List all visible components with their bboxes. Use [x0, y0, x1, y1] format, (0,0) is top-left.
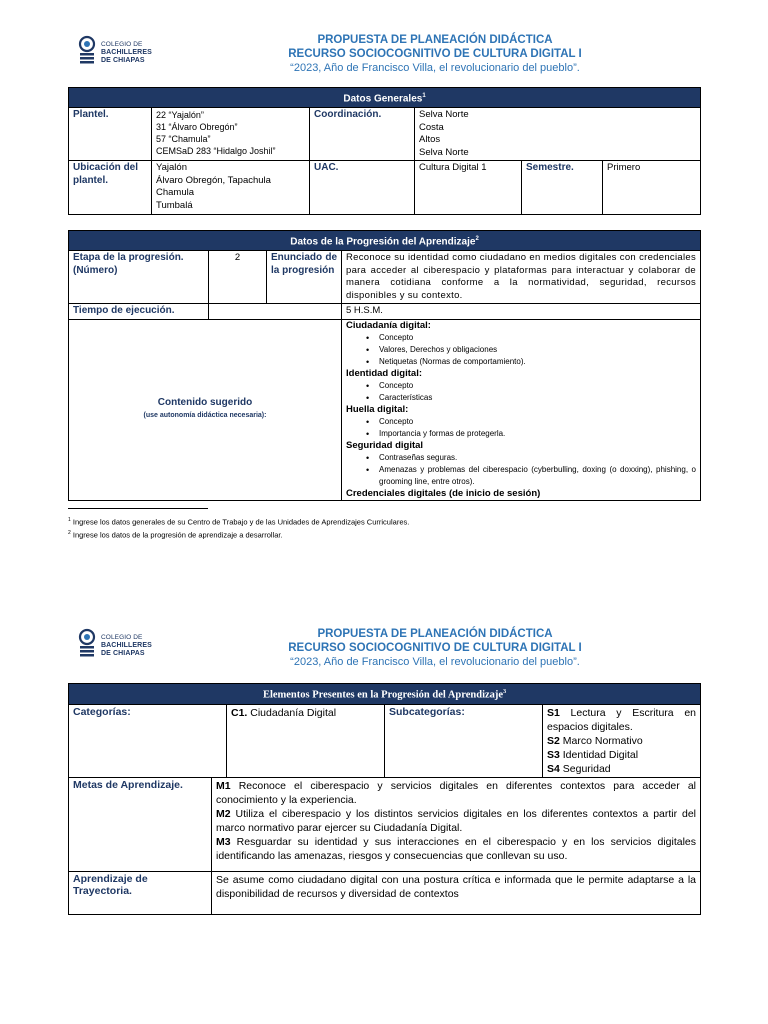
section-title: Seguridad digital — [346, 439, 424, 451]
semestre-label: Semestre. — [522, 161, 603, 215]
uac-label: UAC. — [310, 161, 415, 215]
metas-label: Metas de Aprendizaje. — [69, 777, 212, 871]
credenciales-title: Credenciales digitales (de inicio de sesión) — [346, 487, 541, 499]
document-header — [200, 627, 670, 669]
header-title-1: PROPUESTA DE PLANEACIÓN DIDÁCTICA — [317, 628, 553, 640]
enunciado-label: Enunciado de la progresión — [267, 251, 342, 304]
list-item: • Concepto — [366, 416, 696, 428]
subcategoria-item: S2 Marco Normativo — [547, 734, 643, 747]
contenido-list — [342, 319, 701, 500]
section-title: Huella digital: — [346, 403, 409, 415]
header-subtitle: “2023, Año de Francisco Villa, el revolucionario del pueblo”. — [290, 656, 580, 668]
elementos-title: Elementos Presentes en la Progresión del Aprendizaje$^3$ — [69, 684, 701, 705]
list-item: • Características — [366, 392, 696, 404]
footnote-1: $^1$ Ingrese los datos generales de su Centro de Trabajo y de las Unidades de Aprendizajes Curriculares. — [68, 517, 410, 527]
plantel-values: 22 “Yajalón” 31 “Álvaro Obregón” 57 “Chamula” CEMSaD 283 “Hidalgo Joshil” — [152, 108, 310, 161]
meta-item: M3 Resguardar su identidad y sus interacciones en el ciberespacio y en los servicios digitales identificando las amenazas, riesgos y consecuencias que conllevan su uso. — [216, 835, 697, 862]
contenido-label-cell — [69, 319, 342, 500]
section-title: Ciudadanía digital: — [346, 319, 431, 331]
cobach-logo-icon — [76, 627, 98, 657]
header-title-2: RECURSO SOCIOCOGNITIVO DE CULTURA DIGITAL I — [288, 48, 582, 60]
cobach-logo-icon — [76, 34, 98, 64]
datos-generales-table — [68, 87, 701, 215]
contenido-sublabel: (use autonomía didáctica necesaria): — [143, 411, 267, 419]
uac-value: Cultura Digital 1 — [415, 161, 522, 215]
list-item: • Contraseñas seguras. — [366, 452, 696, 464]
list-item: • Valores, Derechos y obligaciones — [366, 344, 696, 356]
cobach-logo — [76, 32, 156, 70]
trayectoria-value: Se asume como ciudadano digital con una postura crítica e informada que le permite adaptarse a la disponibilidad de recursos y diversidad de contextos — [212, 871, 701, 914]
header-subtitle: “2023, Año de Francisco Villa, el revolucionario del pueblo”. — [290, 62, 580, 74]
meta-item: M2 Utiliza el ciberespacio y los distintos servicios digitales en los diferentes contextos a partir del marco normativo parar ejercer su Ciudadanía Digital. — [216, 807, 697, 834]
subcategoria-item: S1 Lectura y Escritura en espacios digitales. — [547, 706, 697, 733]
ubicacion-label: Ubicación del plantel. — [69, 161, 152, 215]
logo-line-2: BACHILLERES — [101, 642, 152, 649]
trayectoria-label: Aprendizaje de Trayectoria. — [69, 871, 212, 914]
logo-line-1: COLEGIO DE — [101, 41, 143, 48]
enunciado-value: Reconoce su identidad como ciudadano en medios digitales con credenciales para acceder al ciberespacio y plataformas para interactuar y colaborar de manera cotidiana conforme a la normatividad, seguridad, recursos disponibles y su contexto. — [342, 251, 701, 304]
logo-line-1: COLEGIO DE — [101, 634, 143, 641]
ubicacion-values: Yajalón Álvaro Obregón, Tapachula Chamula Tumbalá — [152, 161, 310, 215]
list-item: • Netiquetas (Normas de comportamiento). — [366, 356, 696, 368]
tiempo-label: Tiempo de ejecución. — [69, 304, 209, 320]
etapa-value: 2 — [209, 251, 267, 304]
tiempo-value: 5 H.S.M. — [342, 304, 701, 320]
plantel-label: Plantel. — [69, 108, 152, 161]
progresion-title: Datos de la Progresión del Aprendizaje$^2$ — [69, 231, 701, 251]
coordinacion-label: Coordinación. — [310, 108, 415, 161]
list-item: • Concepto — [366, 380, 696, 392]
header-title-2: RECURSO SOCIOCOGNITIVO DE CULTURA DIGITAL I — [288, 642, 582, 654]
section-title: Identidad digital: — [346, 367, 422, 379]
categoria-value: C1. Ciudadanía Digital — [227, 704, 385, 777]
subcategorias-list — [543, 704, 701, 777]
semestre-value: Primero — [603, 161, 701, 215]
progresion-table — [68, 230, 701, 501]
footnote-separator — [68, 508, 208, 509]
list-item: • Importancia y formas de protegerla. — [366, 428, 696, 440]
elementos-table — [68, 683, 701, 915]
list-item: • Amenazas y problemas del ciberespacio (cyberbulling, doxing (o doxxing), phishing, o grooming line, entre otros). — [366, 464, 696, 488]
subcategoria-item: S4 Seguridad — [547, 762, 611, 775]
logo-line-3: DE CHIAPAS — [101, 57, 145, 64]
list-item: • Concepto — [366, 332, 696, 344]
logo-line-3: DE CHIAPAS — [101, 650, 145, 657]
metas-list — [212, 777, 701, 871]
subcategoria-item: S3 Identidad Digital — [547, 748, 639, 761]
header-title-1: PROPUESTA DE PLANEACIÓN DIDÁCTICA — [317, 34, 553, 46]
page-2 — [0, 615, 768, 1024]
subcategorias-label: Subcategorías: — [385, 704, 543, 777]
contenido-label: Contenido sugerido — [157, 397, 253, 409]
document-header — [200, 33, 670, 75]
datos-generales-title: Datos Generales$^1$ — [69, 88, 701, 108]
etapa-label: Etapa de la progresión. (Número) — [69, 251, 209, 304]
cobach-logo — [76, 625, 156, 663]
categorias-label: Categorías: — [69, 704, 227, 777]
footnote-2: $^2$ Ingrese los datos de la progresión de aprendizaje a desarrollar. — [68, 530, 283, 540]
logo-line-2: BACHILLERES — [101, 49, 152, 56]
coordinacion-values: Selva Norte Costa Altos Selva Norte — [415, 108, 701, 161]
meta-item: M1 Reconoce el ciberespacio y servicios digitales en diferentes contextos para acceder al conocimiento y la experiencia. — [216, 779, 697, 806]
